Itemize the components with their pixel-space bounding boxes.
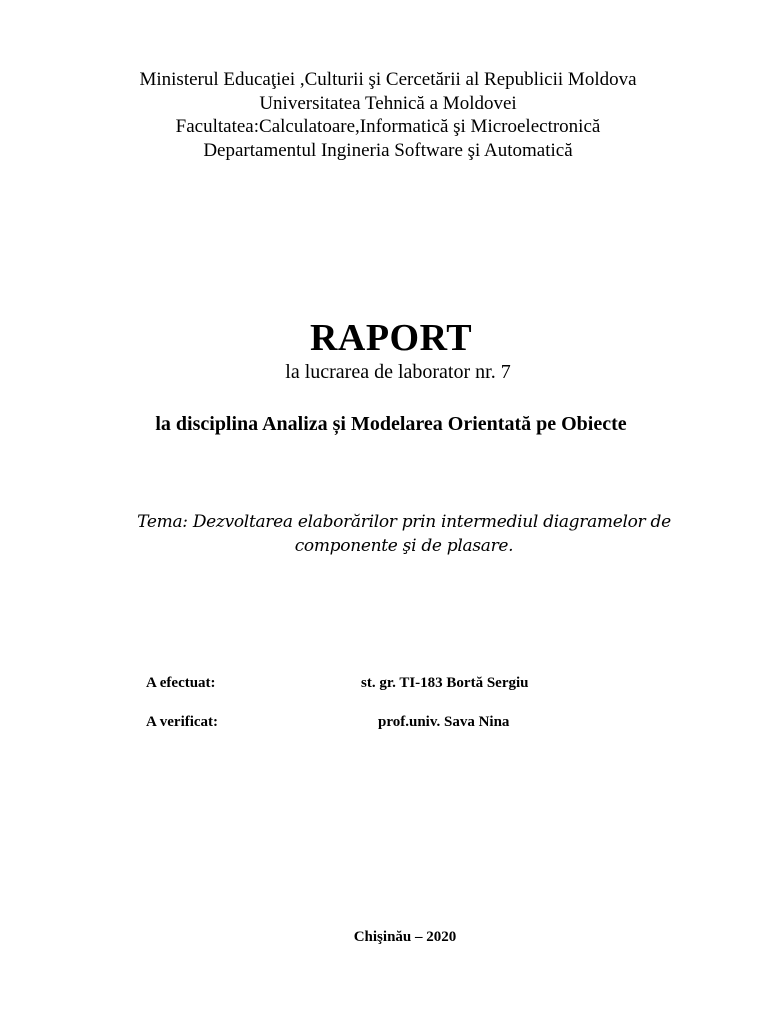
ministry-line: Ministerul Educaţiei ,Culturii şi Cercetării al Republicii Moldova bbox=[139, 69, 637, 90]
verified-by-label: A verificat: bbox=[146, 714, 219, 730]
place-year: Chişinău – 2020 bbox=[353, 929, 457, 945]
report-title: RAPORT bbox=[309, 317, 473, 359]
performed-by-label: A efectuat: bbox=[146, 675, 216, 691]
report-subtitle: la lucrarea de laborator nr. 7 bbox=[285, 361, 511, 383]
theme-line-1: Tema: Dezvoltarea elaborărilor prin intermediul diagramelor de bbox=[137, 512, 671, 532]
faculty-line: Facultatea:Calculatoare,Informatică şi Microelectronică bbox=[175, 116, 601, 137]
theme-line-2: componente şi de plasare. bbox=[294, 536, 514, 556]
report-theme bbox=[0, 510, 768, 558]
performed-by-value: st. gr. TI-183 Bortă Sergiu bbox=[361, 675, 529, 691]
verified-by-value: prof.univ. Sava Nina bbox=[378, 714, 510, 730]
university-line: Universitatea Tehnică a Moldovei bbox=[259, 92, 517, 114]
institution-header bbox=[0, 68, 768, 162]
report-discipline: la disciplina Analiza și Modelarea Orientată pe Obiecte bbox=[155, 413, 627, 435]
department-line: Departamentul Ingineria Software şi Automatică bbox=[203, 139, 573, 161]
